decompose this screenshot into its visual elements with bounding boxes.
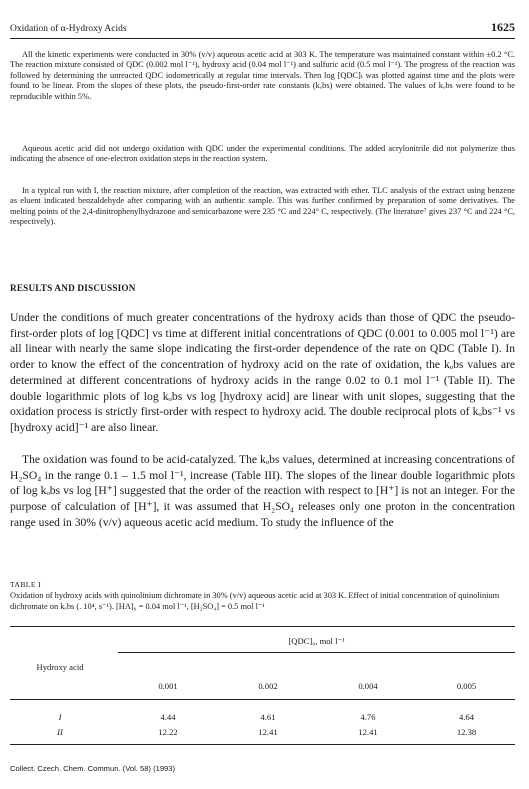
table-column-header: 0.004 <box>358 681 378 691</box>
table-caption: Oxidation of hydroxy acids with quinolinium dichromate in 30% (v/v) aqueous acetic acid at 303 K. Effect of initial concentration of quinolinium dichromate on kₒbs (. 10⁴, s⁻¹). [HA]₀ = 0.04 mol l⁻¹, [H₂SO₄] = 0.5 mol l⁻¹ <box>10 591 500 611</box>
table-group-rule <box>118 652 515 653</box>
running-head <box>10 20 515 39</box>
table-cell: 4.44 <box>160 712 176 722</box>
experimental-paragraph-2-text: Aqueous acetic acid did not undergo oxidation with QDC under the experimental conditions. The added acrylonitrile did not polymerize thus indicating the absence of one-electron oxidation steps in the reaction system. <box>10 144 515 164</box>
results-paragraph-1 <box>10 310 515 436</box>
table-bottom-rule <box>10 744 515 745</box>
results-paragraph-1-text: Under the conditions of much greater concentrations of the hydroxy acids than those of QDC the pseudo-first-order plots of log [QDC] vs time at different initial concentrations of QDC (0.001 to 0.005 mol l⁻¹) are all linear with nearly the same slope indicating the first-order dependence of the rate on QDC (Table I). In order to know the effect of the concentration of hydroxy acid on the rate of oxidation, the kₒbs values are determined at different concentrations of hydroxy acids in the range 0.02 to 0.1 mol l⁻¹ (Table II). The double logarithmic plots of log kₒbs vs log [hydroxy acid] are linear with unit slopes, suggesting that the oxidation process is strictly first-order with respect to hydroxy acid. The double reciprocal plots of kₒbs⁻¹ vs [hydroxy acid]⁻¹ are also linear. <box>10 311 515 434</box>
table-header-rule <box>10 699 515 700</box>
experimental-paragraph-1 <box>10 50 515 102</box>
table-group-header: [QDC]₀, mol l⁻¹ <box>288 636 345 646</box>
table-row-label: I <box>58 712 62 722</box>
table-cell: 12.41 <box>358 727 378 737</box>
experimental-paragraph-2 <box>10 144 515 165</box>
running-head-title: Oxidation of α-Hydroxy Acids <box>10 24 127 34</box>
table-column-header: 0.001 <box>158 681 178 691</box>
table-column-header: 0.002 <box>258 681 278 691</box>
table-column-header: 0.005 <box>456 681 477 691</box>
table-cell: 4.64 <box>458 712 475 722</box>
experimental-paragraph-3 <box>10 186 515 228</box>
page-number: 1625 <box>491 20 515 34</box>
journal-footer: Collect. Czech. Chem. Commun. (Vol. 58) (1993) <box>10 764 176 773</box>
table-cell: 4.76 <box>360 712 376 722</box>
section-heading: RESULTS AND DISCUSSION <box>10 283 136 293</box>
table-cell: 12.41 <box>258 727 278 737</box>
table-label: TABLE I <box>10 580 42 589</box>
table-cell: 12.22 <box>158 727 178 737</box>
table-cell: 4.61 <box>260 712 276 722</box>
table-cell: 12.38 <box>456 727 477 737</box>
table-row-header: Hydroxy acid <box>36 662 84 672</box>
experimental-paragraph-3-text: In a typical run with I, the reaction mixture, after completion of the reaction, was extracted with ether. TLC analysis of the extract using benzene as eluent indicated benzaldehyde after comparing with an authentic sample. This was further confirmed by preparation of some derivatives. The melting points of the 2,4-dinitrophenylhydrazone and semicarbazone were 235 °C and 224° C, respectively. (The literature⁷ gives 237 °C and 224 °C, respectively). <box>10 186 515 227</box>
results-paragraph-2 <box>10 452 515 531</box>
results-paragraph-2-text: The oxidation was found to be acid-catalyzed. The kₒbs values, determined at increasing concentrations of H₂SO₄ in the range 0.1 – 1.5 mol l⁻¹, increase (Table III). The slopes of the linear double logarithmic plots of log kₒbs vs log [H⁺] suggested that the order of the reaction with respect to [H⁺] is not an integer. For the purpose of calculation of [H⁺], it was assumed that H₂SO₄ releases only one proton in the concentration range used in 30% (v/v) aqueous acetic acid medium. To study the influence of the <box>10 453 515 529</box>
experimental-paragraph-1-text: All the kinetic experiments were conducted in 30% (v/v) aqueous acetic acid at 303 K. The temperature was maintained constant within ±0.2 °C. The reaction mixture consisted of QDC (0.002 mol l⁻¹), hydroxy acid (0.04 mol l⁻¹) and sulfuric acid (0.5 mol l⁻¹). The progress of the reaction was followed by determining the unreacted QDC iodometrically at regular time intervals. Then log [QDC]ₜ was plotted against time and the plots were found to be linear. From the slopes of these plots, the pseudo-first-order rate constants (kₒbs) were obtained. The values of kₒbs were found to be reproducible within 5%. <box>10 50 515 101</box>
table-top-rule <box>10 626 515 627</box>
table-row-label: II <box>57 727 63 737</box>
